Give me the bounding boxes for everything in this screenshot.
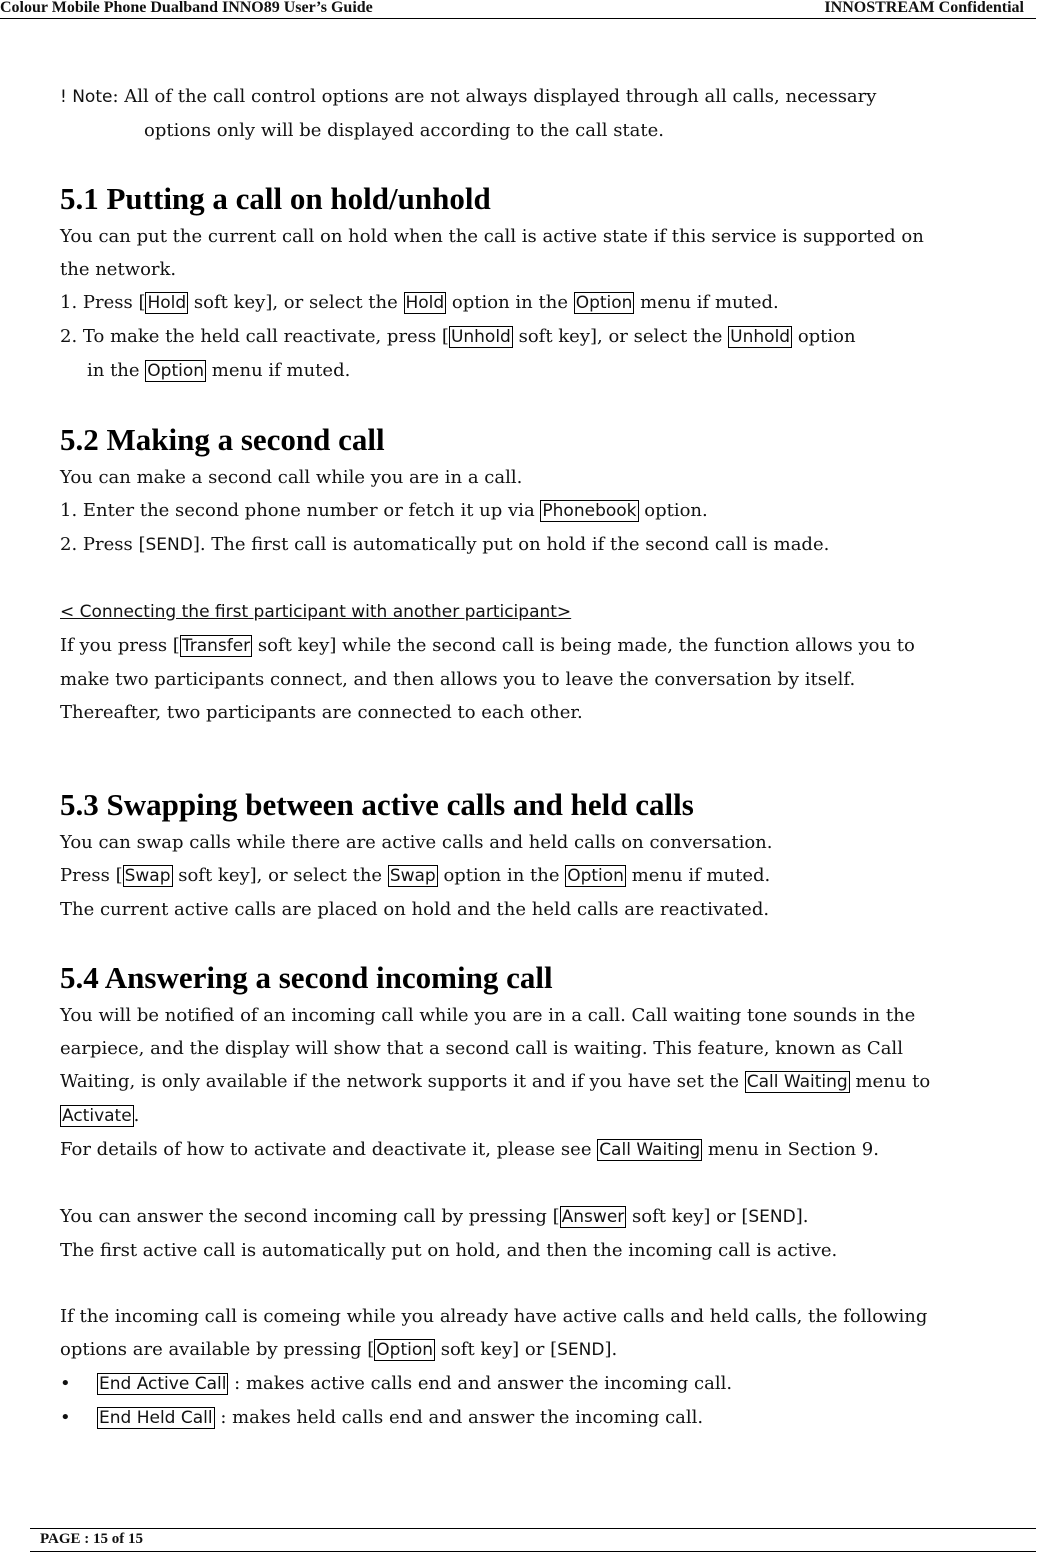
hold-option: Hold xyxy=(405,293,445,313)
option-menu: Option xyxy=(567,866,624,886)
s54-para-2: earpiece, and the display will show that a second call is waiting. This feature, known as Call xyxy=(60,1038,903,1059)
s53-para-2: The current active calls are placed on hold and the held calls are reactivated. xyxy=(60,899,770,920)
activate-option: Activate xyxy=(62,1106,132,1126)
s52-subheading: < Connecting the first participant with another participant> xyxy=(60,602,572,622)
section-5-4-title: 5.4 Answering a second incoming call xyxy=(60,960,553,995)
s52-intro: You can make a second call while you are in a call. xyxy=(60,467,523,488)
send-key: SEND xyxy=(557,1340,605,1360)
section-5-3-title: 5.3 Swapping between active calls and held calls xyxy=(60,787,694,822)
end-held-call-option: End Held Call xyxy=(99,1408,213,1428)
s52-step-1: 1. Enter the second phone number or fetch it up via Phonebook option. xyxy=(60,500,708,521)
s52-para-3: Thereafter, two participants are connected to each other. xyxy=(60,702,583,723)
bullet-item: • End Held Call : makes held calls end and answer the incoming call. xyxy=(60,1401,1030,1435)
answer-key: Answer xyxy=(561,1207,625,1227)
note-line-2: options only will be displayed according to the call state. xyxy=(144,120,665,141)
page-footer xyxy=(30,1528,1036,1552)
call-waiting-menu: Call Waiting xyxy=(746,1072,848,1092)
s54-para-5: For details of how to activate and deactivate it, please see Call Waiting menu in Section 9. xyxy=(60,1139,879,1160)
page-number: PAGE : 15 of 15 xyxy=(40,1531,144,1547)
s52-step-2: 2. Press [SEND]. The first call is automatically put on hold if the second call is made. xyxy=(60,534,830,555)
option-key: Option xyxy=(376,1340,434,1360)
s53-intro: You can swap calls while there are active calls and held calls on conversation. xyxy=(60,832,773,853)
page-header xyxy=(0,0,1036,19)
s54-para-9: options are available by pressing [ Option soft key] or [SEND]. xyxy=(60,1339,618,1360)
s54-para-3: Waiting, is only available if the network supports it and if you have set the Call Waiting menu to xyxy=(60,1071,931,1092)
phonebook-option: Phonebook xyxy=(542,501,637,521)
s53-para-1: Press [ Swap soft key], or select the Swap option in the Option menu if muted. xyxy=(60,865,771,886)
s54-para-7: The first active call is automatically put on hold, and then the incoming call is active. xyxy=(60,1240,838,1261)
send-key: SEND xyxy=(145,535,193,555)
s52-para-2: make two participants connect, and then allows you to leave the conversation by itself. xyxy=(60,669,856,690)
header-confidential: INNOSTREAM Confidential xyxy=(824,0,1024,16)
s51-step-2: 2. To make the held call reactivate, press [ Unhold soft key], or select the Unhold option xyxy=(60,326,856,347)
header-doc-title: Colour Mobile Phone Dualband INNO89 User’s Guide xyxy=(0,0,373,16)
swap-option: Swap xyxy=(389,866,436,886)
s54-para-6: You can answer the second incoming call by pressing [ Answer soft key] or [SEND]. xyxy=(60,1206,809,1227)
option-menu: Option xyxy=(575,293,633,313)
bullet-icon: • xyxy=(60,1407,71,1428)
option-menu: Option xyxy=(147,361,205,381)
s52-para-1: If you press [ Transfer soft key] while the second call is being made, the function allows you to xyxy=(60,635,915,656)
note-line-1: ! Note: All of the call control options are not always displayed through all calls, necessary xyxy=(60,86,877,107)
swap-key: Swap xyxy=(124,866,171,886)
end-active-call-option: End Active Call xyxy=(99,1374,227,1394)
s51-step-1: 1. Press [ Hold soft key], or select the Hold option in the Option menu if muted. xyxy=(60,292,779,313)
send-key: SEND xyxy=(748,1207,796,1227)
call-waiting-menu: Call Waiting xyxy=(599,1140,701,1160)
s51-step-2b: in the Option menu if muted. xyxy=(87,360,351,381)
bullet-icon: • xyxy=(60,1373,71,1394)
s54-para-8: If the incoming call is comeing while you already have active calls and held calls, the following xyxy=(60,1306,928,1327)
s54-para-1: You will be notified of an incoming call while you are in a call. Call waiting tone sounds in the xyxy=(60,1005,916,1026)
unhold-key: Unhold xyxy=(450,327,511,347)
page-content xyxy=(60,80,1030,1435)
transfer-key: Transfer xyxy=(181,636,251,656)
hold-key: Hold xyxy=(147,293,187,313)
s54-para-4: Activate . xyxy=(62,1105,140,1126)
bullet-item: • End Active Call : makes active calls end and answer the incoming call. xyxy=(60,1367,1030,1401)
s51-intro-1: You can put the current call on hold when the call is active state if this service is supported on xyxy=(60,226,924,247)
section-5-1-title: 5.1 Putting a call on hold/unhold xyxy=(60,181,491,216)
unhold-option: Unhold xyxy=(730,327,791,347)
s51-intro-2: the network. xyxy=(60,259,177,280)
note-label: ! Note xyxy=(60,87,113,107)
section-5-2-title: 5.2 Making a second call xyxy=(60,422,385,457)
